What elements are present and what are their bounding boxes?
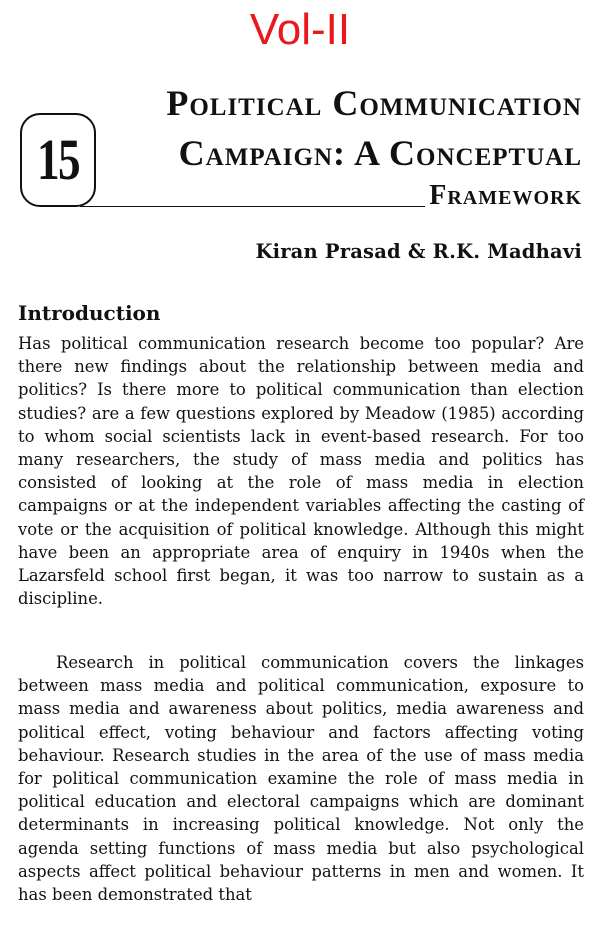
paragraph-2: Research in political communication covers the linkages between mass media and political communication, exposure to mass media and awareness about politics, media awareness and political effect, voting behaviour and factors affecting voting behaviour. Research studies in the area of the use of mass media for political communication examine the role of mass media in political education and electoral campaigns which are dominant determinants in increasing political knowledge. Not only the agenda setting functions of mass media but also psychological aspects affect political behaviour patterns in men and women. It has been demonstrated that (18, 653, 584, 905)
chapter-title-line-2: Campaign: A Conceptual (178, 133, 582, 173)
authors-line: Kiran Prasad & R.K. Madhavi (255, 240, 582, 263)
chapter-title-line-3: Framework (429, 180, 582, 211)
section-heading: Introduction (18, 301, 161, 325)
chapter-title-line-1: Political Communication (166, 83, 582, 123)
chapter-number: 15 (36, 127, 80, 192)
title-underline-rule (80, 206, 425, 207)
paragraph-1: Has political communication research become too popular? Are there new findings about the relationship between media and politics? Is there more to political communication than election studies? are a few questions explored by Meadow (1985) according to whom social scientists lack in event-based research. For too many researchers, the study of mass media and politics has consisted of looking at the role of mass media in election campaigns or at the independent variables affecting the casting of vote or the acquisition of political knowledge. Although this might have been an appropriate area of enquiry in 1940s when the Lazarsfeld school first began, it was too narrow to sustain as a discipline. (18, 334, 584, 609)
chapter-number-badge (20, 113, 96, 207)
volume-label: Vol-II (249, 5, 351, 54)
